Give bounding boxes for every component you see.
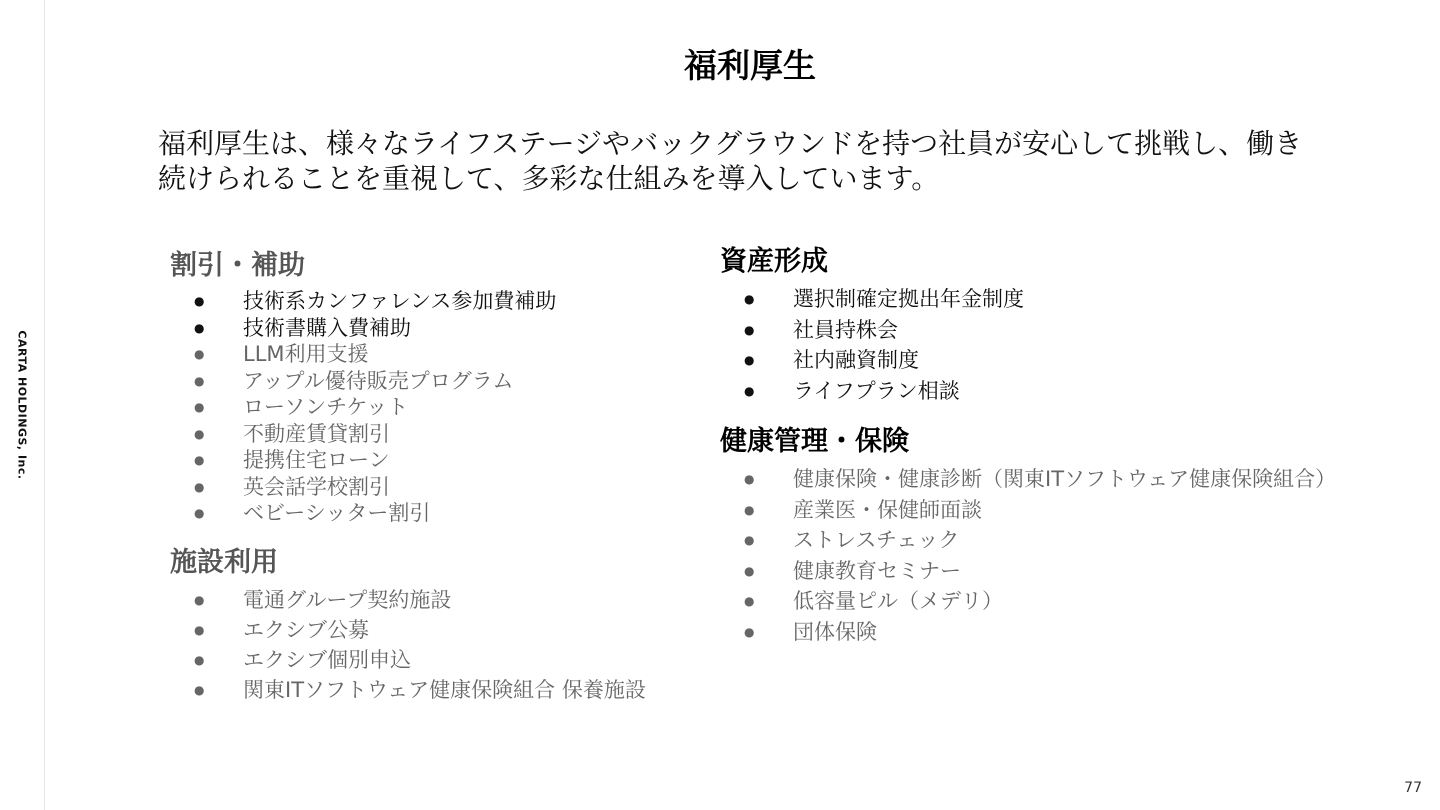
bullet-icon: ● <box>744 353 755 367</box>
section-heading-health: 健康管理・保険 <box>720 426 909 457</box>
list-item-label: 選択制確定拠出年金制度 <box>793 287 1024 311</box>
bullet-icon: ● <box>194 294 205 308</box>
list-item <box>720 586 1420 617</box>
section-heading-discounts: 割引・補助 <box>170 250 305 281</box>
list-item <box>720 315 1420 346</box>
list-item <box>720 376 1420 407</box>
side-strip <box>0 0 45 810</box>
list-item-label: エクシブ公募 <box>243 617 369 642</box>
left-column <box>170 246 710 721</box>
bullet-icon: ● <box>194 347 205 361</box>
list-item <box>170 675 710 705</box>
bullet-icon: ● <box>194 652 205 667</box>
list-item <box>720 525 1420 556</box>
list-item-label: エクシブ個別申込 <box>243 647 411 672</box>
bullet-icon: ● <box>194 373 205 388</box>
list-item <box>170 500 710 527</box>
bullet-icon: ● <box>194 682 205 697</box>
bullet-icon: ● <box>194 320 205 335</box>
intro-text: 福利厚生は、様々なライフステージやバックグラウンドを持つ社員が安心して挑戦し、働き続けられることを重視して、多彩な仕組みを導入しています。 <box>158 127 1303 195</box>
list-item <box>720 495 1420 526</box>
bullet-icon: ● <box>194 622 205 637</box>
page-title: 福利厚生 <box>684 46 816 85</box>
section-heading-facilities: 施設利用 <box>170 546 278 578</box>
list-item-label: 産業医・保健師面談 <box>793 497 982 522</box>
list-item <box>170 368 710 395</box>
bullet-icon: ● <box>194 592 205 607</box>
brand-label: CARTA HOLDINGS, Inc. <box>15 330 29 480</box>
list-item-label: 技術書購入費補助 <box>243 315 411 340</box>
list-item-label: 不動産賃貸割引 <box>243 421 390 446</box>
list-item-label: アップル優待販売プログラム <box>243 368 514 393</box>
list-item-label: 社内融資制度 <box>793 348 919 372</box>
section-heading-assets: 資産形成 <box>720 246 828 277</box>
list-item <box>170 447 710 474</box>
list-item <box>720 556 1420 587</box>
list-item-label: 英会話学校割引 <box>243 474 390 499</box>
list-item <box>720 617 1420 648</box>
list-item-label: 健康教育セミナー <box>793 558 961 583</box>
bullet-icon: ● <box>194 400 205 414</box>
right-column <box>720 242 1420 663</box>
list-item <box>720 284 1420 315</box>
list-item <box>170 615 710 645</box>
list-item-label: 健康保険・健康診断（関東ITソフトウェア健康保険組合） <box>793 467 1337 491</box>
bullet-icon: ● <box>744 472 755 486</box>
bullet-icon: ● <box>194 479 205 494</box>
facilities-list <box>170 585 710 705</box>
bullet-icon: ● <box>744 563 755 578</box>
bullet-icon: ● <box>744 502 755 517</box>
bullet-icon: ● <box>744 322 755 337</box>
list-item <box>720 345 1420 376</box>
list-item <box>170 585 710 615</box>
list-item <box>170 315 710 342</box>
bullet-icon: ● <box>194 453 205 467</box>
page-number: 77 <box>1404 780 1422 796</box>
list-item-label: 社員持株会 <box>793 317 898 342</box>
list-item <box>170 288 710 315</box>
list-item-label: LLM利用支援 <box>243 342 369 366</box>
bullet-icon: ● <box>744 624 755 639</box>
bullet-icon: ● <box>194 506 205 520</box>
list-item-label: 提携住宅ローン <box>243 448 390 472</box>
bullet-icon: ● <box>744 594 755 608</box>
list-item-label: ローソンチケット <box>243 395 409 419</box>
health-list <box>720 464 1420 647</box>
bullet-icon: ● <box>744 533 755 547</box>
list-item-label: 低容量ピル（メデリ） <box>793 589 1003 613</box>
list-item <box>170 645 710 675</box>
assets-list <box>720 284 1420 406</box>
bullet-icon: ● <box>744 292 755 306</box>
list-item-label: 電通グループ契約施設 <box>243 587 452 612</box>
list-item-label: 団体保険 <box>793 619 877 644</box>
bullet-icon: ● <box>194 426 205 441</box>
list-item <box>170 421 710 448</box>
list-item-label: 関東ITソフトウェア健康保険組合 保養施設 <box>243 677 646 702</box>
list-item-label: ベビーシッター割引 <box>243 501 431 525</box>
list-item-label: ストレスチェック <box>793 528 960 552</box>
list-item <box>170 474 710 501</box>
list-item <box>720 464 1420 495</box>
list-item-label: ライフプラン相談 <box>793 378 960 403</box>
list-item <box>170 394 710 421</box>
list-item-label: 技術系カンファレンス参加費補助 <box>243 289 557 313</box>
list-item <box>170 341 710 368</box>
bullet-icon: ● <box>744 383 755 398</box>
discounts-list <box>170 288 710 527</box>
